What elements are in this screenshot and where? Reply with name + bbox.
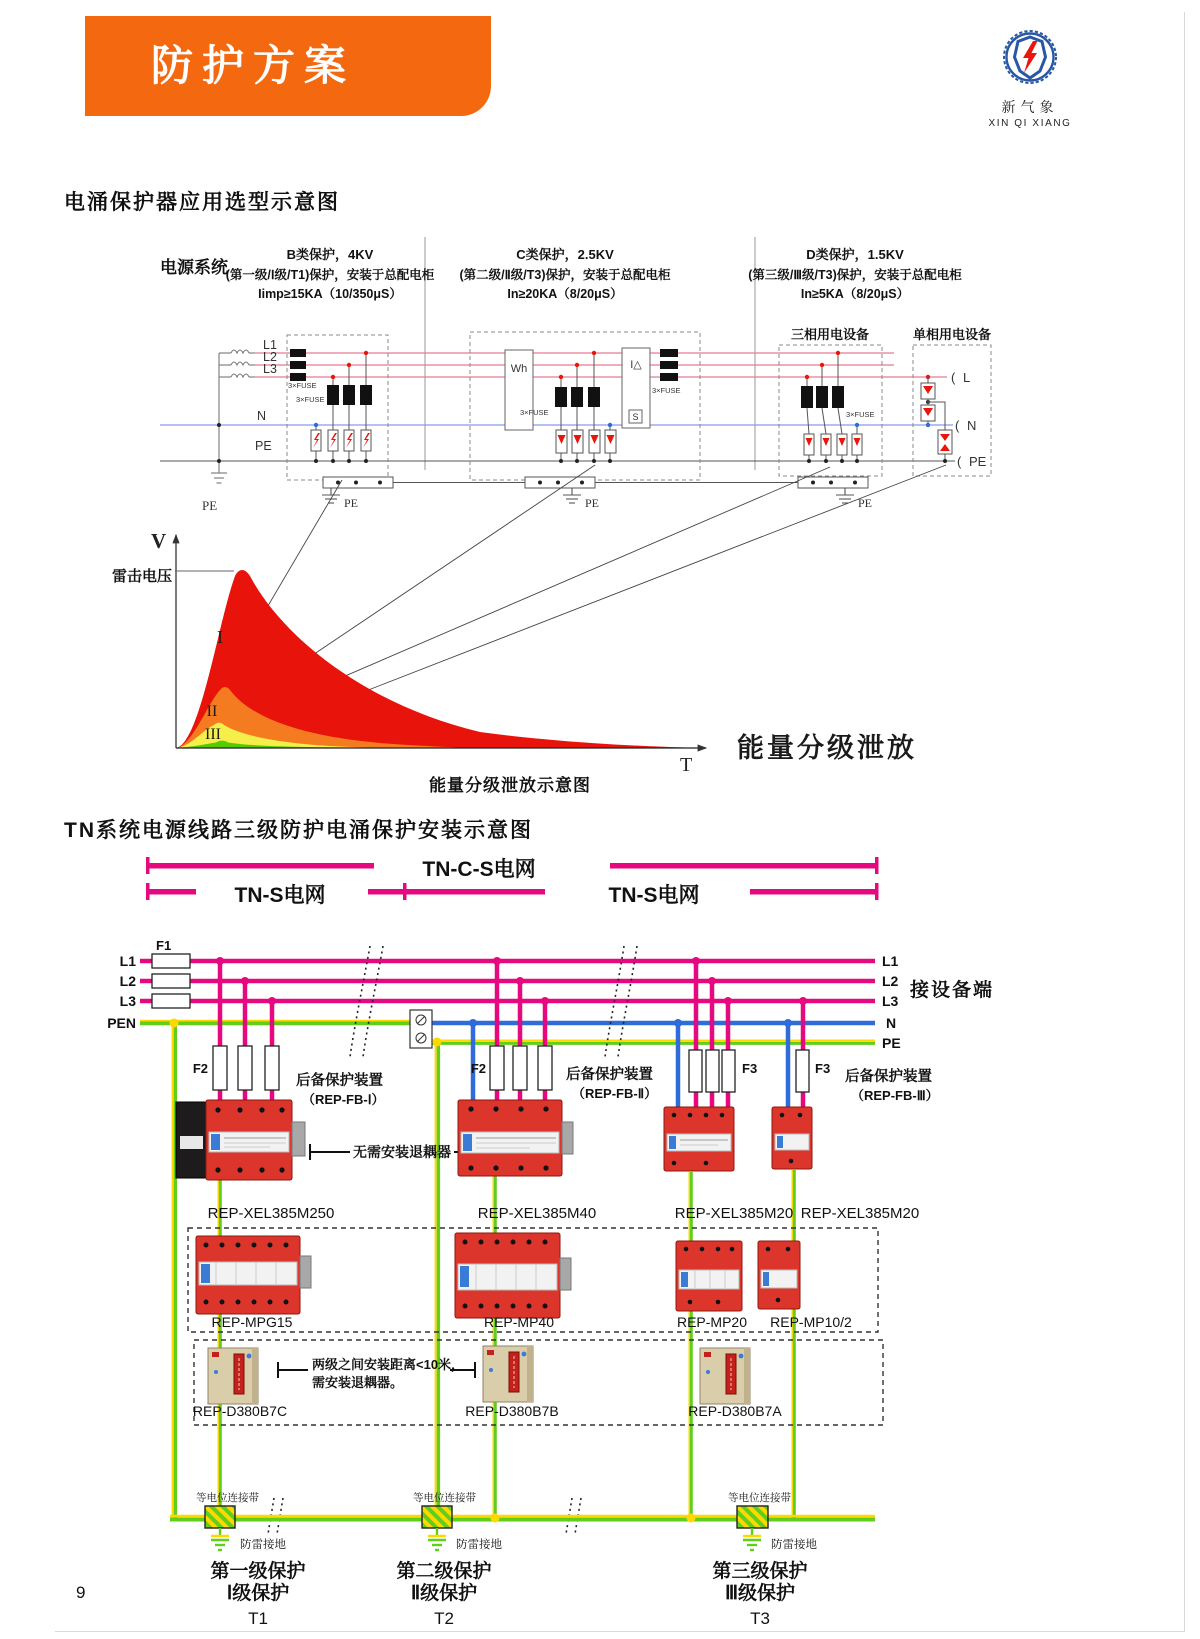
svg-text:L1: L1 — [263, 338, 277, 352]
curve-caption: 能量分级泄放示意图 — [429, 776, 591, 795]
svg-text:L3: L3 — [119, 993, 136, 1009]
svg-text:PE: PE — [882, 1035, 901, 1051]
product-label: REP-MP40 — [483, 1314, 555, 1330]
product-rep-d380b7a — [700, 1348, 750, 1404]
product-label: REP-D380B7B — [465, 1403, 559, 1419]
page-title: 防护方案 — [85, 16, 491, 116]
svg-text:I△: I△ — [630, 359, 642, 371]
three-phase-equipment-group — [779, 327, 882, 476]
brand-name-cn: 新气象 — [1001, 99, 1059, 115]
energy-curve-chart — [112, 529, 917, 795]
bus-labels — [255, 338, 277, 453]
svg-text:PEN: PEN — [107, 1015, 136, 1031]
svg-text:In≥5KA（8/20μS）: In≥5KA（8/20μS） — [800, 287, 910, 301]
tn-bus-lines — [140, 961, 875, 1043]
svg-text:防雷接地: 防雷接地 — [240, 1539, 286, 1551]
svg-text:Ⅰ级保护: Ⅰ级保护 — [226, 1583, 290, 1604]
page-number: 9 — [76, 1583, 86, 1602]
f2-label: F2 — [470, 1061, 486, 1076]
section2-title: TN系统电源线路三级防护电涌保护安装示意图 — [64, 819, 533, 842]
f3-label: F3 — [742, 1061, 758, 1076]
backup3-label: 后备保护装置 — [845, 1069, 932, 1085]
svg-text:T3: T3 — [750, 1609, 770, 1628]
svg-text:等电位连接带: 等电位连接带 — [413, 1492, 476, 1504]
svg-text:L3: L3 — [882, 993, 899, 1009]
class-c-header — [459, 247, 671, 301]
product-label: REP-D380B7A — [688, 1403, 782, 1419]
svg-text:3×FUSE: 3×FUSE — [520, 408, 549, 417]
svg-text:3×FUSE: 3×FUSE — [296, 395, 325, 404]
svg-text:PE: PE — [255, 439, 272, 453]
page-edge-right — [1184, 12, 1185, 1632]
svg-text:L: L — [963, 370, 971, 385]
svg-text:Ⅲ级保护: Ⅲ级保护 — [724, 1583, 796, 1604]
product-label: REP-XEL385M40 — [477, 1205, 597, 1222]
svg-text:单相用电设备: 单相用电设备 — [912, 327, 992, 342]
svg-text:Iimp≥15KA（10/350μS）: Iimp≥15KA（10/350μS） — [258, 287, 402, 301]
junction-dot — [217, 423, 221, 427]
svg-text:Wh: Wh — [510, 363, 528, 375]
svg-text:(第一级/Ⅰ级/T1)保护，安装于总配电柜: (第一级/Ⅰ级/T1)保护，安装于总配电柜 — [225, 268, 435, 282]
protection-levels — [210, 1559, 807, 1628]
svg-text:In≥20KA（8/20μS）: In≥20KA（8/20μS） — [507, 287, 623, 301]
no-decoupler-callout — [310, 1144, 458, 1160]
svg-text:N: N — [257, 409, 267, 423]
product-rep-mp10-2 — [758, 1241, 800, 1309]
backup2-label: 后备保护装置 — [566, 1067, 653, 1083]
ground-bars — [323, 477, 868, 488]
svg-text:PE: PE — [969, 454, 987, 469]
region-3-label: III — [205, 726, 221, 743]
product-rep-mp20 — [676, 1241, 742, 1311]
backup1-model: （REP-FB-Ⅰ） — [302, 1092, 385, 1107]
class-b-spd-group — [287, 335, 388, 480]
pen-splitter — [410, 1010, 432, 1048]
pe-ground-label: PE — [202, 498, 218, 513]
tncs-label: TN-C-S电网 — [422, 858, 536, 881]
svg-text:L2: L2 — [119, 973, 136, 989]
svg-text:第一级保护: 第一级保护 — [210, 1561, 306, 1582]
svg-text:(: ( — [957, 454, 962, 469]
svg-text:第二级保护: 第二级保护 — [396, 1561, 492, 1582]
product-label: REP-XEL385M20 — [800, 1205, 920, 1222]
tn-installation-diagram — [50, 850, 1150, 1630]
brand-logo — [972, 28, 1088, 129]
svg-text:3×FUSE: 3×FUSE — [288, 381, 317, 390]
f2-label: F2 — [192, 1061, 208, 1076]
lightning-ground-labels — [240, 1537, 817, 1551]
svg-text:L1: L1 — [882, 953, 899, 969]
svg-text:D类保护，1.5KV: D类保护，1.5KV — [806, 247, 904, 262]
svg-text:(第二级/Ⅱ级/T3)保护，安装于总配电柜: (第二级/Ⅱ级/T3)保护，安装于总配电柜 — [459, 268, 671, 282]
stage2-taps — [469, 957, 552, 1100]
svg-text:3×FUSE: 3×FUSE — [652, 386, 681, 395]
product-label: REP-MP20 — [676, 1314, 748, 1330]
product-rep-xel385m20-1p — [772, 1107, 812, 1169]
svg-text:L3: L3 — [263, 362, 277, 376]
backup3-model: （REP-FB-Ⅲ） — [851, 1088, 939, 1103]
brand-name-en: XIN QI XIANG — [988, 118, 1072, 129]
tns-label: TN-S电网 — [608, 884, 700, 907]
section1-title: 电涌保护器应用选型示意图 — [64, 191, 340, 214]
svg-text:C类保护，2.5KV: C类保护，2.5KV — [516, 247, 614, 262]
v-axis-label: V — [151, 529, 167, 553]
page-edge-bottom — [55, 1631, 1185, 1632]
product-label: REP-XEL385M250 — [207, 1205, 335, 1222]
product-label: REP-XEL385M20 — [674, 1205, 794, 1222]
svg-text:(: ( — [951, 370, 956, 385]
backup1-label: 后备保护装置 — [296, 1073, 383, 1089]
pe-label: PE — [344, 496, 359, 510]
region-2-label: II — [206, 703, 218, 720]
product-rep-xel385m20-4p — [664, 1107, 734, 1171]
svg-text:三相用电设备: 三相用电设备 — [790, 327, 870, 342]
svg-text:L1: L1 — [119, 953, 136, 969]
svg-text:等电位连接带: 等电位连接带 — [196, 1492, 259, 1504]
svg-text:(: ( — [955, 418, 960, 433]
svg-text:等电位连接带: 等电位连接带 — [728, 1492, 791, 1504]
junction-dot — [217, 459, 221, 463]
svg-text:T1: T1 — [248, 1609, 268, 1628]
svg-text:(第三级/Ⅲ级/T3)保护，安装于总配电柜: (第三级/Ⅲ级/T3)保护，安装于总配电柜 — [748, 268, 962, 282]
lightning-voltage-label: 雷击电压 — [111, 568, 172, 585]
energy-discharge-label: 能量分级泄放 — [737, 733, 917, 763]
svg-text:Ⅱ级保护: Ⅱ级保护 — [410, 1583, 478, 1604]
f1-fuses — [152, 954, 190, 1008]
product-rep-d380b7c — [208, 1348, 258, 1404]
svg-text:3×FUSE: 3×FUSE — [846, 410, 875, 419]
product-label: REP-MPG15 — [211, 1314, 293, 1330]
single-phase-equipment-group — [913, 327, 991, 476]
class-c-spd-group — [470, 332, 700, 480]
section-break-dotted — [268, 946, 637, 1534]
device-end-label: 接设备端 — [910, 980, 995, 1001]
product-rep-mpg15 — [196, 1236, 311, 1314]
pe-label: PE — [585, 496, 600, 510]
earthing-bus — [170, 1514, 875, 1523]
spd-lightning-modules — [311, 430, 371, 451]
f3-label: F3 — [815, 1061, 831, 1076]
spd-varistor-modules — [556, 430, 616, 453]
region-1-label: I — [217, 627, 223, 647]
product-rep-xel385m40 — [458, 1100, 573, 1176]
tns-label: TN-S电网 — [234, 884, 326, 907]
power-system-label: 电源系统 — [160, 258, 228, 277]
svg-text:T2: T2 — [434, 1609, 454, 1628]
stage1-taps — [213, 957, 279, 1100]
source-coils — [211, 350, 255, 483]
distance-note-line2: 需安装退耦器。 — [312, 1375, 404, 1390]
product-rep-d380b7b — [483, 1346, 533, 1402]
pen-junction-dot — [170, 1019, 179, 1028]
svg-text:N: N — [886, 1015, 897, 1031]
distance-note-line1: 两级之间安装距离<10米， — [312, 1357, 465, 1372]
class-b-header — [226, 247, 435, 301]
product-label: REP-MP10/2 — [770, 1314, 852, 1330]
distance-callout — [278, 1357, 475, 1390]
svg-text:S: S — [632, 412, 639, 422]
svg-text:L2: L2 — [882, 973, 899, 989]
t-axis-label: T — [680, 754, 693, 776]
product-label: REP-D380B7C — [192, 1403, 288, 1419]
class-d-header — [748, 247, 962, 301]
pe-label: PE — [858, 496, 873, 510]
pe-junction-dot — [433, 1038, 442, 1047]
backup2-model: （REP-FB-Ⅱ） — [572, 1086, 658, 1101]
svg-text:防雷接地: 防雷接地 — [456, 1539, 502, 1551]
svg-text:第三级保护: 第三级保护 — [712, 1561, 808, 1582]
stage3b-taps — [784, 997, 809, 1107]
product-rep-xel385m250 — [176, 1100, 305, 1180]
shield-lightning-icon — [996, 28, 1064, 90]
f1-label: F1 — [156, 938, 172, 953]
svg-text:L2: L2 — [263, 350, 277, 364]
svg-text:防雷接地: 防雷接地 — [771, 1539, 817, 1551]
product-rep-mp40 — [455, 1233, 571, 1318]
svg-text:B类保护，4KV: B类保护，4KV — [286, 247, 374, 262]
no-decoupler-label: 无需安装退耦器 — [353, 1144, 451, 1160]
spd-selection-diagram — [50, 225, 1150, 803]
svg-text:N: N — [967, 418, 977, 433]
